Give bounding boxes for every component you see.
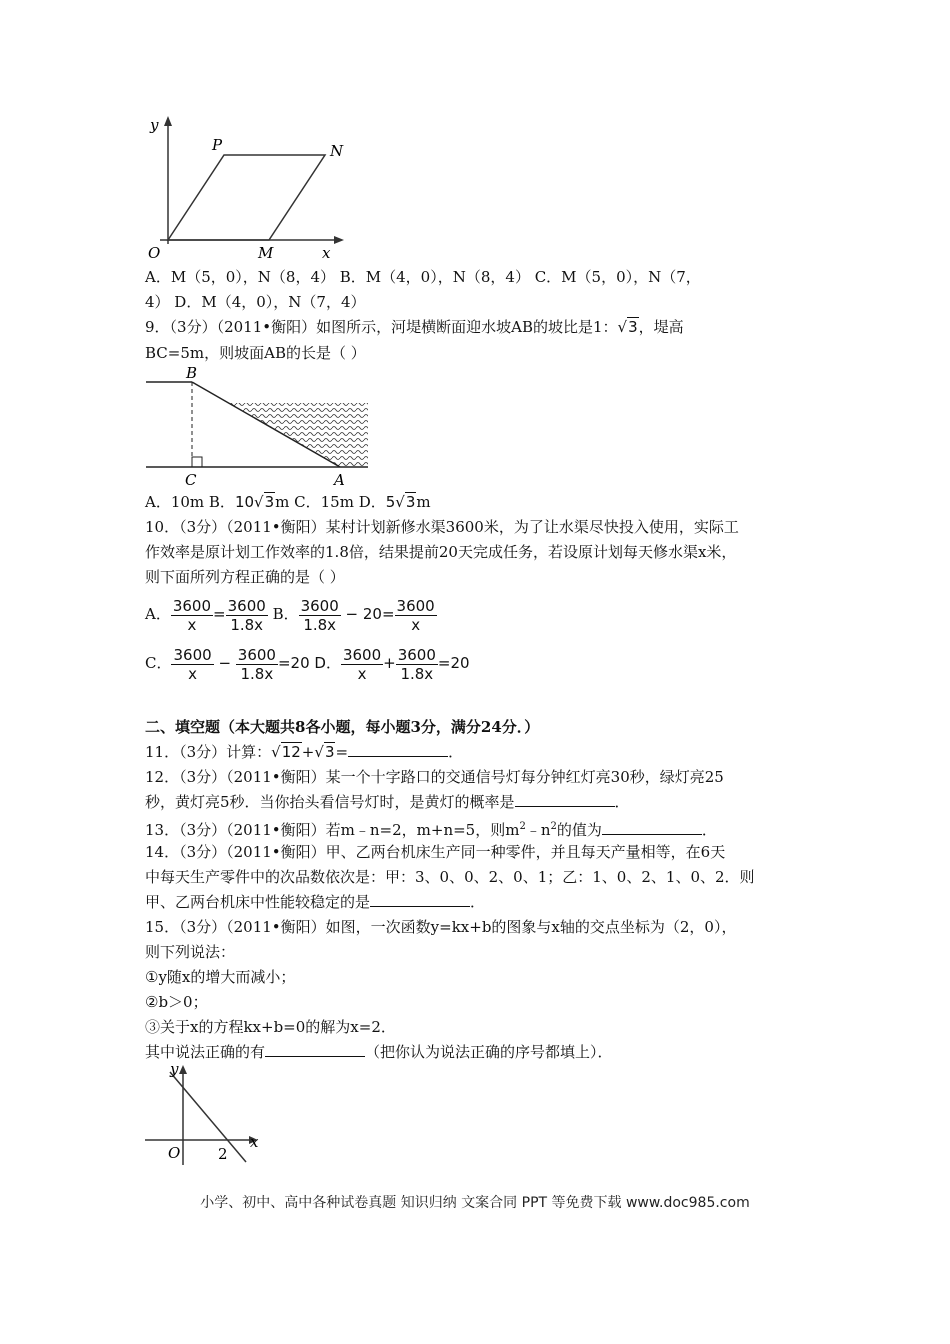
q10-options-ab: A． $\frac{3600}{x}$ = $\frac{3600}{1.8x}$ B． $\frac{3600}{1.8x}$ − 20= $\frac{3600}{x}$	[145, 596, 435, 634]
q13-answer-blank[interactable]	[602, 820, 702, 835]
q15-answer-blank[interactable]	[265, 1042, 365, 1057]
q15-x-label: x	[250, 1133, 259, 1151]
q11-prefix: 11．（3分）计算：	[145, 743, 272, 761]
q9-b-label: B	[186, 365, 198, 382]
q13-stem: 13．（3分）（2011•衡阳）若m﹣n=2，m+n=5，则$m^2﹣n^2$的值为 ．	[145, 821, 717, 839]
q10-a-frac1: $\frac{3600}{x}$	[172, 596, 212, 634]
q10-options-cd: C． $\frac{3600}{x}$ − $\frac{3600}{1.8x}$ =20 D． $\frac{3600}{x}$ + $\frac{3600}{1.8x}$ =20	[145, 645, 470, 683]
q9-option-b-value: 10√3	[234, 493, 275, 511]
q8-x-label: x	[322, 244, 331, 262]
q9-stem-line1	[145, 317, 684, 337]
q15-statement-1: ①y随x的增大而减小；	[145, 968, 296, 986]
q14-answer-blank[interactable]	[370, 892, 470, 907]
q10-b-frac1: $\frac{3600}{1.8x}$	[300, 596, 339, 634]
q9-option-d-unit: m	[416, 493, 431, 511]
q9-stem-pre: 9．（3分）（2011•衡阳）如图所示，河堤横断面迎水坡AB的坡比是1：	[145, 318, 618, 336]
q14-stem-line3: 甲、乙两台机床中性能较稳定的是 ．	[145, 893, 486, 911]
q15-origin-label: O	[168, 1144, 181, 1162]
q10-stem-line3: 则下面所列方程正确的是（ ）	[145, 568, 345, 586]
q9-option-b-unit: m C．15m D．	[275, 493, 386, 511]
q8-p-label: P	[212, 136, 223, 154]
q15-stem-line2: 则下列说法：	[145, 943, 236, 961]
q8-origin-label: O	[148, 244, 161, 262]
q8-options-line2: 4） D．M（4，0），N（7，4）	[145, 293, 366, 311]
q9-a-label: A	[334, 471, 345, 489]
q10-d-frac2: $\frac{3600}{1.8x}$	[397, 645, 436, 683]
q9-option-a: A．10m B．	[145, 493, 235, 511]
q10-c-frac2: $\frac{3600}{1.8x}$	[237, 645, 276, 683]
page-footer: 小学、初中、高中各种试卷真题 知识归纳 文案合同 PPT 等免费下载 www.doc985.com	[200, 1195, 750, 1211]
q15-statement-3: ③关于x的方程kx+b=0的解为x=2．	[145, 1018, 396, 1036]
q12-stem-line2: 秒，黄灯亮5秒．当你抬头看信号灯时，是黄灯的概率是 ．	[145, 793, 630, 811]
q10-option-c-label: C．	[145, 654, 172, 672]
q10-option-b-label: B．	[267, 605, 299, 623]
q11-stem: 11．（3分）计算：√12+√3= ．	[145, 743, 464, 761]
q11-sqrt3: √3	[314, 743, 335, 761]
q11-sqrt12: √12	[271, 743, 301, 761]
q10-c-frac1: $\frac{3600}{x}$	[173, 645, 212, 683]
q8-options-line1: A．M（5，0），N（8，4） B．M（4，0），N（8，4） C．M（5，0），N（7，	[145, 268, 701, 286]
q15-statement-2: ②b＞0；	[145, 993, 208, 1011]
q8-m-label: M	[258, 244, 274, 262]
q8-n-label: N	[330, 142, 344, 160]
q10-a-frac2: $\frac{3600}{1.8x}$	[227, 596, 266, 634]
q10-option-a-label: A．	[145, 605, 171, 623]
q10-option-d-label: =20 D．	[277, 654, 341, 672]
q9-stem-post: ，堤高	[638, 318, 684, 336]
section2-heading: 二、填空题（本大题共8各小题，每小题3分，满分24分．）	[145, 718, 540, 736]
q9-c-label: C	[185, 471, 197, 489]
q10-stem-line2: 作效率是原计划工作效率的1.8倍，结果提前20天完成任务，若设原计划每天修水渠x米，	[145, 543, 737, 561]
q15-stem-line1: 15．（3分）（2011•衡阳）如图，一次函数y=kx+b的图象与x轴的交点坐标为（2，0），	[145, 918, 737, 936]
q15-y-label: y	[170, 1060, 179, 1078]
q15-tick-2: 2	[218, 1145, 228, 1163]
q10-stem-line1: 10．（3分）（2011•衡阳）某村计划新修水渠3600米，为了让水渠尽快投入使用，实际工	[145, 518, 739, 536]
q9-option-d-value: 5√3	[385, 493, 416, 511]
q8-y-label: y	[150, 116, 159, 134]
q10-b-frac2: $\frac{3600}{x}$	[396, 596, 435, 634]
q9-sqrt3: √3	[617, 318, 638, 336]
q9-embankment-figure	[140, 365, 375, 490]
q12-stem-line1: 12．（3分）（2011•衡阳）某一个十字路口的交通信号灯每分钟红灯亮30秒，绿灯亮25	[145, 768, 724, 786]
q10-d-frac1: $\frac{3600}{x}$	[342, 645, 382, 683]
q9-stem-line2: BC=5m，则坡面AB的长是（ ）	[145, 344, 366, 362]
q12-answer-blank[interactable]	[515, 792, 615, 807]
q14-stem-line1: 14．（3分）（2011•衡阳）甲、乙两台机床生产同一种零件，并且每天产量相等，在6天	[145, 843, 726, 861]
q15-linear-graph-figure	[140, 1060, 270, 1170]
q8-parallelogram-figure	[140, 112, 350, 262]
q9-options	[145, 492, 431, 512]
q15-answer-line: 其中说法正确的有 （把你认为说法正确的序号都填上）．	[145, 1043, 613, 1061]
q11-answer-blank[interactable]	[348, 742, 448, 757]
q14-stem-line2: 中每天生产零件中的次品数依次是：甲：3、0、0、2、0、1；乙：1、0、2、1、0、2．则	[145, 868, 755, 886]
